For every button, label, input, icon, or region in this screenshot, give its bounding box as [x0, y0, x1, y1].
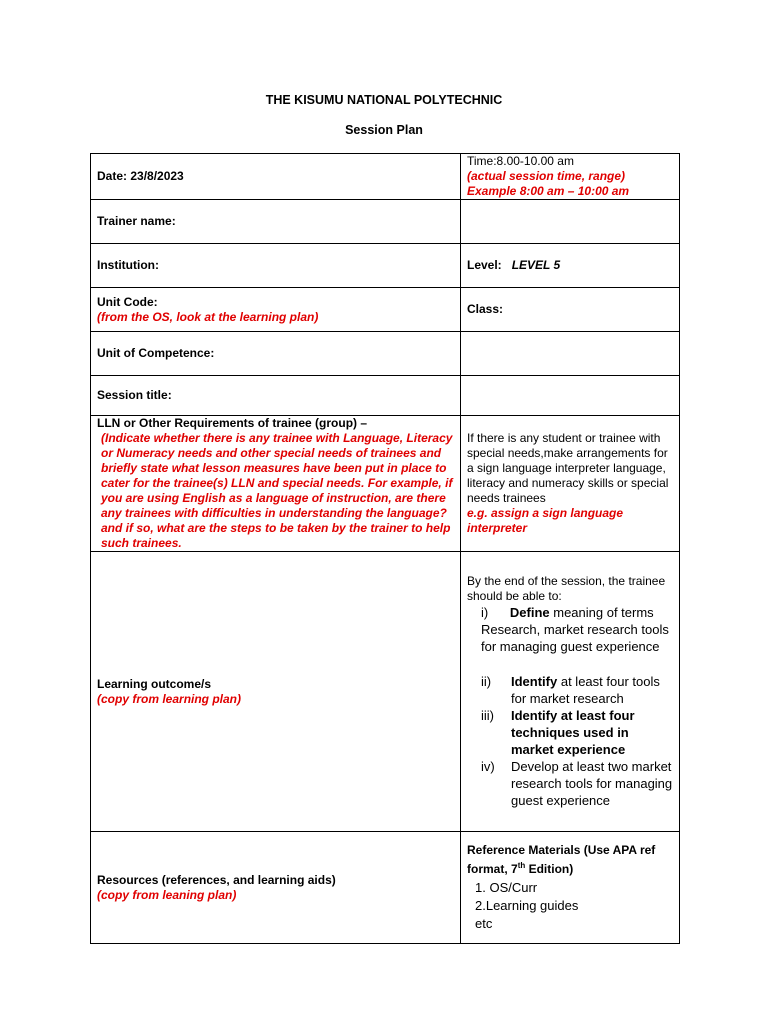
outcome-text: meaning of terms Research, market research tools for managing guest experience: [481, 605, 669, 654]
outcome-bold: Define: [509, 605, 550, 620]
trainer-label: Trainer name:: [91, 200, 461, 244]
lln-label: LLN or Other Requirements of trainee (group) –: [97, 416, 368, 430]
references-heading: Reference Materials (Use APA ref format, 7th Edition): [467, 842, 656, 876]
outcomes-list: [467, 604, 673, 809]
session-title-row: [91, 376, 680, 416]
institution-row: [91, 244, 680, 288]
class-label: Class:: [461, 288, 680, 332]
unit-code-label: Unit Code:: [97, 294, 158, 309]
outcomes-label: Learning outcome/s: [97, 676, 212, 691]
institution-label: Institution:: [91, 244, 461, 288]
lln-response: If there is any student or trainee with special needs,make arrangements for a sign language interpreter language, literacy and numeracy skills or special needs trainees: [467, 431, 669, 505]
document-title: Session Plan: [345, 123, 423, 137]
level-cell: [461, 244, 680, 288]
reference-item: etc: [475, 915, 493, 931]
outcome-item: [467, 707, 673, 758]
outcome-number: ii): [481, 674, 492, 689]
time-cell: [461, 154, 680, 200]
lln-example: e.g. assign a sign language interpreter: [467, 506, 624, 535]
level-value: LEVEL 5: [511, 258, 561, 272]
date-row: [91, 154, 680, 200]
outcome-bold: Identify: [511, 674, 558, 689]
lln-hint: (Indicate whether there is any trainee with Language, Literacy or Numeracy needs and other special needs of trainees and briefly state what lesson measures have been put in place to cater for the trainee(s) LLN and special needs. For example, if you are using English as a language of instruction, are there any trainees with difficulties in understanding the language? and if so, what are the steps to be taken by the trainer to help such trainees.: [101, 431, 453, 550]
lln-response-cell: [461, 416, 680, 552]
outcomes-label-cell: [91, 552, 461, 832]
outcome-text: Develop at least two market research tools for managing guest experience: [511, 759, 673, 808]
unit-code-cell: [91, 288, 461, 332]
outcome-number: i): [481, 605, 489, 620]
outcome-item: [467, 673, 673, 707]
outcomes-row: [91, 552, 680, 832]
level-label: Level:: [467, 258, 502, 272]
reference-item: 1. OS/Curr: [475, 879, 538, 895]
outcomes-hint: (copy from learning plan): [97, 691, 242, 706]
session-plan-table: [90, 153, 680, 944]
resources-label-cell: [91, 832, 461, 944]
outcome-bold: Identify at least four techniques used in market experience: [511, 708, 635, 757]
lln-row: [91, 416, 680, 552]
trainer-value: [461, 200, 680, 244]
reference-item: 2.Learning guides: [475, 897, 579, 913]
unit-code-row: [91, 288, 680, 332]
unit-code-hint: (from the OS, look at the learning plan): [97, 309, 319, 324]
references-cell: [461, 832, 680, 944]
lln-cell: [91, 416, 461, 552]
institution-title: THE KISUMU NATIONAL POLYTECHNIC: [265, 93, 503, 107]
outcome-text: at least four tools for market research: [511, 674, 660, 706]
outcome-number: iii): [481, 708, 494, 723]
unit-competence-value: [461, 332, 680, 376]
session-title-value: [461, 376, 680, 416]
resources-row: [91, 832, 680, 944]
time-hint-example: Example 8:00 am – 10:00 am: [467, 184, 630, 198]
session-title-label: Session title:: [91, 376, 461, 416]
unit-competence-label: Unit of Competence:: [91, 332, 461, 376]
unit-competence-row: [91, 332, 680, 376]
outcome-number: iv): [481, 759, 495, 774]
outcome-item: [467, 604, 673, 655]
outcomes-cell: [461, 552, 680, 832]
resources-label: Resources (references, and learning aids): [97, 872, 336, 887]
outcome-spacer: [467, 655, 673, 673]
outcome-item: [467, 758, 673, 809]
time-label: Time:8.00-10.00 am: [467, 154, 574, 168]
trainer-row: [91, 200, 680, 244]
resources-hint: (copy from leaning plan): [97, 887, 237, 902]
outcomes-intro: By the end of the session, the trainee should be able to:: [467, 574, 666, 603]
references-list: [467, 879, 673, 933]
date-cell: Date: 23/8/2023: [91, 154, 461, 200]
time-hint-range: (actual session time, range): [467, 169, 626, 183]
